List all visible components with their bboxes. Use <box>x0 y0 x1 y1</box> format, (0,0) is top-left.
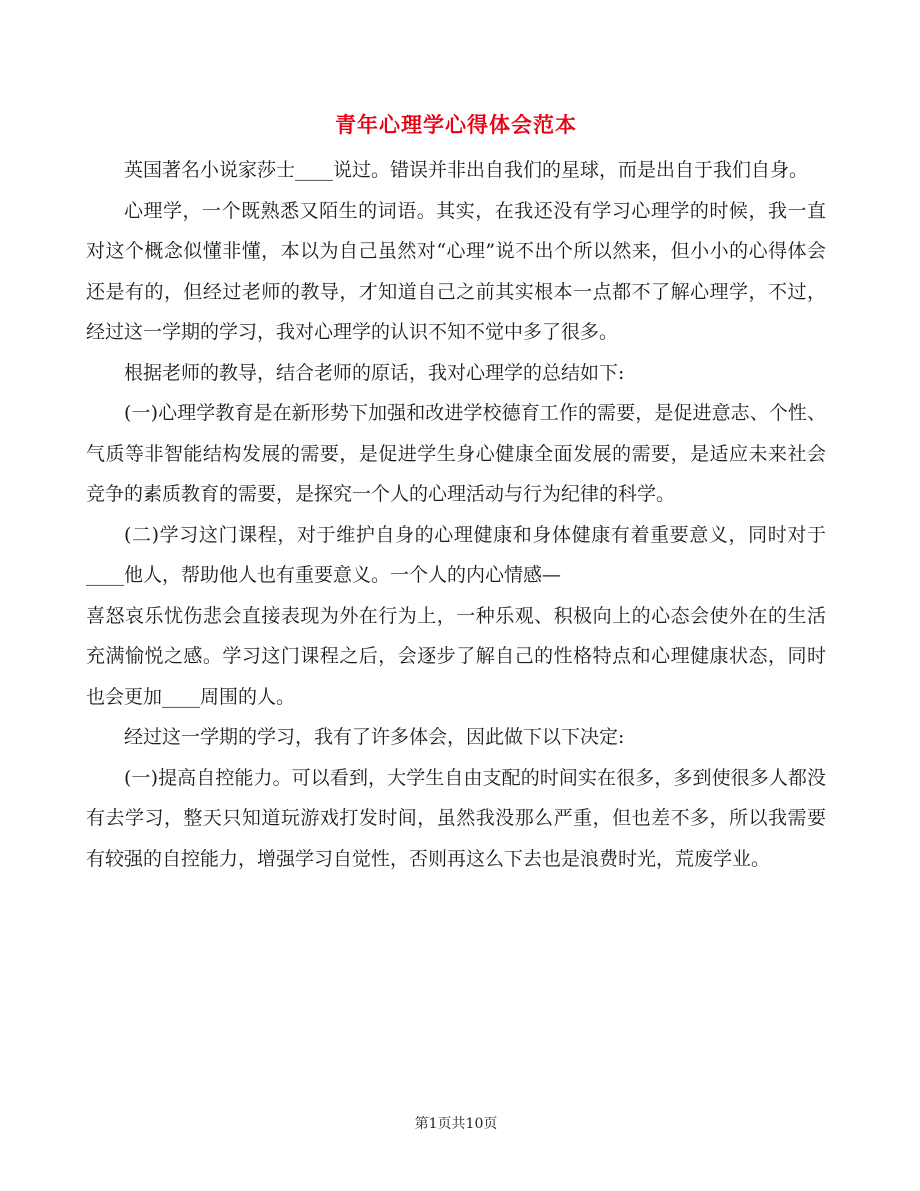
paragraph-intro-quote: 英国著名小说家莎士____说过。错误并非出自我们的星球，而是出自于我们自身。 <box>124 159 809 181</box>
document-page <box>86 0 826 1191</box>
document-body <box>86 150 826 879</box>
paragraph-decision-one: (一)提高自控能力。可以看到，大学生自由支配的时间实在很多，多到使很多人都没有去学习，整天只知道玩游戏打发时间，虽然我没那么严重，但也差不多，所以我需要有较强的自控能力，增强学习自觉性，否则再这么下去也是浪费时光，荒废学业。 <box>86 766 826 870</box>
paragraph-point-two-continued: 喜怒哀乐忧伤悲会直接表现为外在行为上，一种乐观、积极向上的心态会使外在的生活充满愉悦之感。学习这门课程之后，会逐步了解自己的性格特点和心理健康状态，同时也会更加____周围的人。 <box>86 604 826 708</box>
page-number: 第1页共10页 <box>414 1116 498 1132</box>
document-title: 青年心理学心得体会范本 <box>335 112 577 137</box>
paragraph-point-two: (二)学习这门课程，对于维护自身的心理健康和身体健康有着重要意义，同时对于____他人，帮助他人也有重要意义。一个人的内心情感— <box>86 523 826 586</box>
paragraph-summary-lead: 根据老师的教导，结合老师的原话，我对心理学的总结如下: <box>124 361 625 384</box>
paragraph-point-one: (一)心理学教育是在新形势下加强和改进学校德育工作的需要，是促进意志、个性、气质等非智能结构发展的需要，是促进学生身心健康全面发展的需要，是适应未来社会竞争的素质教育的需要，是探究一个人的心理活动与行为纪律的科学。 <box>86 402 826 505</box>
paragraph-decisions-lead: 经过这一学期的学习，我有了许多体会，因此做下以下决定: <box>124 726 625 748</box>
paragraph-psychology-intro: 心理学，一个既熟悉又陌生的词语。其实，在我还没有学习心理学的时候，我一直对这个概念似懂非懂，本以为自己虽然对“心理”说不出个所以然来，但小小的心得体会还是有的，但经过老师的教导，才知道自己之前其实根本一点都不了解心理学，不过，经过这一学期的学习，我对心理学的认识不知不觉中多了很多。 <box>86 199 826 343</box>
